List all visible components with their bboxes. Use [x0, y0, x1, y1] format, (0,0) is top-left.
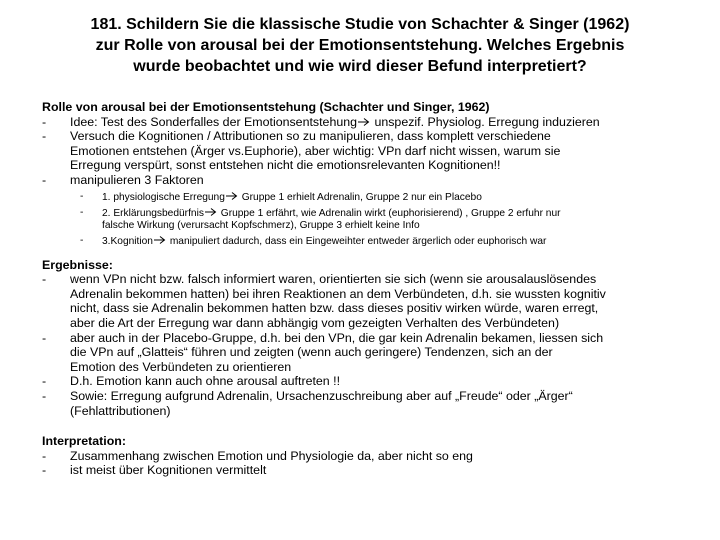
bullet-text-line: aber die Art der Erregung war dann abhängig vom gezeigten Verhalten des Verbündeten) [70, 315, 560, 330]
title-line: 181. Schildern Sie die klassische Studie von Schachter & Singer (1962) [90, 16, 630, 33]
list-item [42, 331, 687, 375]
bullet-dash: - [42, 272, 47, 287]
bullet-dash: - [42, 114, 47, 129]
bullet-text: manipulieren 3 Faktoren [70, 172, 204, 187]
bullet-text-line: aber auch in der Placebo-Gruppe, d.h. bei den VPn, die gar kein Adrenalin bekamen, liessen sich [70, 330, 604, 345]
right-arrow-icon [205, 207, 217, 217]
bullet-text-line: die VPn auf „Glatteis“ führen und zeigten (wenn auch geringere) Tendenzen, sich an der [70, 345, 553, 360]
bullet-dash: - [42, 448, 47, 463]
sub-item-text: Gruppe 1 erhielt Adrenalin, Gruppe 2 nur ein Placebo [238, 191, 482, 203]
bullet-dash: - [42, 330, 47, 345]
bullet-text-line: Adrenalin bekommen hatten) bei ihren Reaktionen an dem Verbündeten, d.h. sie wussten kognitiv [70, 286, 606, 301]
list-item [42, 449, 687, 464]
bullet-text-line: Sowie: Erregung aufgrund Adrenalin, Ursachenzuschreibung aber auf „Freude“ oder „Ärger“ [70, 388, 573, 403]
list-item [42, 389, 687, 418]
bullet-dash: - [42, 129, 47, 144]
sub-item-text: 2. Erklärungsbedürfnis [102, 207, 204, 219]
bullet-dash: - [42, 172, 47, 187]
sub-list [42, 191, 687, 248]
bullet-dash: - [42, 374, 47, 389]
sub-item-text: falsche Wirkung (verursacht Kopfschmerz), Gruppe 3 erhielt keine Info [102, 219, 420, 231]
list-item [42, 374, 687, 389]
section-heading-ergebnisse: Ergebnisse: [42, 257, 113, 272]
list-item [42, 173, 687, 188]
bullet-text-line: Versuch die Kognitionen / Attributionen so zu manipulieren, dass komplett verschiedene [70, 129, 551, 144]
list-item [42, 272, 687, 330]
sub-item-text: Gruppe 1 erfährt, wie Adrenalin wirkt (euphorisierend) , Gruppe 2 erfuhr nur [217, 207, 561, 219]
list-item [42, 463, 687, 478]
bullet-text: unspezif. Physiolog. Erregung induzieren [371, 114, 600, 129]
list-item [42, 129, 687, 173]
bullet-text-line: Erregung verspürt, sonst entstehen nicht die emotionsrelevanten Kognitionen!! [70, 158, 501, 173]
bullet-dash: - [80, 206, 84, 218]
right-arrow-icon [358, 117, 370, 127]
right-arrow-icon [226, 191, 238, 201]
title-line: wurde beobachtet und wie wird dieser Befund interpretiert? [133, 58, 587, 75]
sub-list-item [70, 235, 687, 248]
bullet-text-line: nicht, dass sie Adrenalin bekommen hatten bzw. dass dieses positiv wirken würde, waren erregt, [70, 301, 599, 316]
right-arrow-icon [154, 235, 166, 245]
bullet-text: D.h. Emotion kann auch ohne arousal auftreten !! [70, 374, 341, 389]
title-line: zur Rolle von arousal bei der Emotionsentstehung. Welches Ergebnis [95, 37, 625, 54]
slide-title [30, 14, 690, 77]
section-heading-interpretation: Interpretation: [42, 434, 126, 449]
bullet-text-line: Emotionen entstehen (Ärger vs.Euphorie), aber wichtig: VPn darf nicht wissen, warum sie [70, 143, 561, 158]
bullet-text: Zusammenhang zwischen Emotion und Physiologie da, aber nicht so eng [70, 448, 473, 463]
sub-item-text: 1. physiologische Erregung [102, 191, 225, 203]
bullet-text-line: (Fehlattributionen) [70, 403, 171, 418]
bullet-text: Idee: Test des Sonderfalles der Emotionsentstehung [70, 114, 358, 129]
sub-list-item [70, 207, 687, 232]
slide-body [42, 100, 687, 478]
sub-list-item [70, 191, 687, 204]
section-heading-rolle: Rolle von arousal bei der Emotionsentstehung (Schachter und Singer, 1962) [42, 100, 490, 114]
bullet-text-line: wenn VPn nicht bzw. falsch informiert waren, orientierten sie sich (wenn sie arousalauslösendes [70, 272, 597, 287]
sub-item-text: manipuliert dadurch, dass ein Eingeweihter entweder ärgerlich oder euphorisch war [166, 235, 547, 247]
bullet-dash: - [42, 463, 47, 478]
sub-item-text: 3.Kognition [102, 235, 153, 247]
bullet-text: ist meist über Kognitionen vermittelt [70, 463, 267, 478]
bullet-dash: - [42, 388, 47, 403]
bullet-dash: - [80, 234, 84, 246]
bullet-dash: - [80, 190, 84, 202]
list-item [42, 115, 687, 130]
bullet-text-line: Emotion des Verbündeten zu orientieren [70, 359, 292, 374]
